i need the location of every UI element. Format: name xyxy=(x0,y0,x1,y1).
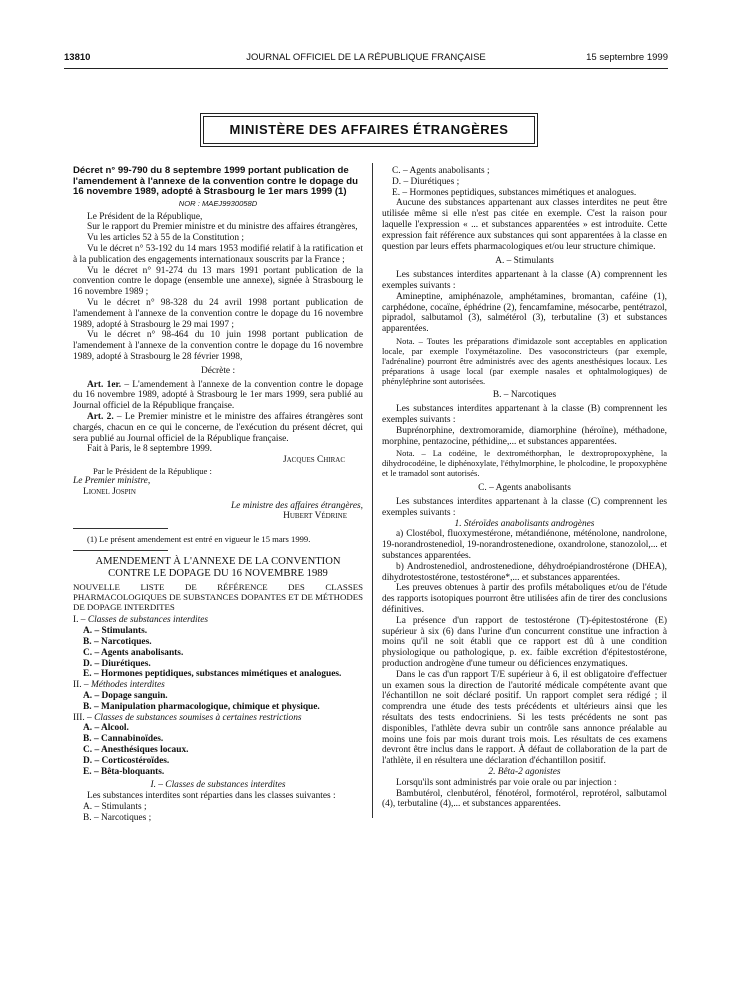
journal-title: JOURNAL OFFICIEL DE LA RÉPUBLIQUE FRANÇAISE xyxy=(246,52,486,63)
column-divider xyxy=(372,163,373,818)
section-1-item: C. – Agents anabolisants. xyxy=(83,647,184,658)
section-c-sub2: 2. Bêta-2 agonistes xyxy=(488,766,561,777)
signature-president: Jacques Chirac xyxy=(282,455,345,466)
article-2-text: – Le Premier ministre et le ministre des affaires étrangères sont chargés, chacun en ce qui le concerne, de l'exécution du présent décret, qui sera publié au Journal officiel de la République française. xyxy=(73,411,364,444)
article-2-label: Art. 2. xyxy=(87,411,114,422)
ministre-name: Hubert Védrine xyxy=(283,511,347,522)
nouvelle-liste-heading: NOUVELLE LISTE DE RÉFÉRENCE DES CLASSES PHARMACOLOGIQUES DE SUBSTANCES DOPANTES ET DE MÉTHODES DE DOPAGE INTERDITES xyxy=(73,582,363,612)
section-3-item: A. – Alcool. xyxy=(83,723,129,734)
section-c-examen: Dans le cas d'un rapport T/E supérieur à 6, il est obligatoire d'effectuer un examen sous la direction de l'autorité médicale compétente avant que l'échantillon ne soit déclaré positif. Un rapport complet sera rédigé ; il comprendra une étude des tests précédents et ultérieurs ainsi que les résultats des tests endocriniens. Si les tests précédents ne sont pas disponibles, l'athlète devra subir un contrôle sans annonce préalable au moins une fois par mois durant trois mois. Les résultats de ces examens devront être inclus dans le rapport. À défaut de collaboration de la part de l'athlète, il en résultera une déclaration d'échantillon positif. xyxy=(382,669,667,767)
article-1 xyxy=(73,380,363,412)
page-number: 13810 xyxy=(64,52,91,63)
article-1-text: – L'amendement à l'annexe de la convention contre le dopage du 16 novembre 1989, adopté à Strasbourg le 1er mars 1999, sera publié au Journal officiel de la République française. xyxy=(73,379,363,412)
class-item: D. – Diurétiques ; xyxy=(392,176,460,187)
page-header xyxy=(64,52,668,66)
section-c-voie: Lorsqu'ils sont administrés par voie orale ou par injection : xyxy=(396,777,617,788)
subsection-1-item: B. – Narcotiques ; xyxy=(83,812,152,823)
subsection-1-text: Les substances interdites sont réparties dans les classes suivantes : xyxy=(87,791,336,802)
section-2-item: B. – Manipulation pharmacologique, chimique et physique. xyxy=(83,701,320,712)
article-2 xyxy=(73,412,363,444)
nor-reference: NOR : MAEJ9930058D xyxy=(178,198,258,208)
section-1-item: B. – Narcotiques. xyxy=(83,637,152,648)
section-c-rapport: La présence d'un rapport de testostérone (T)-épitestostérone (E) supérieur à six (6) dans l'urine d'un concurrent constitue une infraction à moins qu'il ne soit établi que ce rapport est dû à une condition physiologique ou pathologique, p. ex. faible excrétion d'épitestostérone, production androgène d'une tumeur ou déficiences enzymatiques. xyxy=(382,615,667,669)
section-c-beta2-examples: Bambutérol, clenbutérol, fénotérol, formotérol, reprotérol, salbutamol (4), terbutaline (4),... et substances apparentées. xyxy=(382,788,667,810)
section-a-examples: Amineptine, amiphénazole, amphétamines, bromantan, caféine (1), carphédone, cocaïne, éphédrine (2), fencamfamine, mésocarbe, pentétrazol, pipradol, salbutamol (3), salmétérol (3), terbutaline (3) et substances apparentées. xyxy=(382,291,667,335)
section-b-title: B. – Narcotiques xyxy=(492,390,557,401)
ministry-title: MINISTÈRE DES AFFAIRES ÉTRANGÈRES xyxy=(229,122,509,137)
left-column xyxy=(73,166,363,824)
issue-date: 15 septembre 1999 xyxy=(586,52,668,63)
section-b-intro: Les substances interdites appartenant à la classe (B) comprennent les exemples suivants : xyxy=(382,404,667,426)
subsection-1-list xyxy=(73,802,363,824)
fait-a-paris: Fait à Paris, le 8 septembre 1999. xyxy=(87,444,212,455)
subsection-1-item: A. – Stimulants ; xyxy=(83,802,147,813)
paragraph-aucune: Aucune des substances appartenant aux classes interdites ne peut être utilisée même si elle n'est pas citée en exemple. C'est la raison pour laquelle l'expression « ... et substances apparentées » est introduite. Cette expression fait référence aux substances qui sont apparentées à la classe en question par leurs effets pharmacologiques et/ou leur structure chimique. xyxy=(382,198,667,252)
preamble-constitution: Vu les articles 52 à 55 de la Constitution ; xyxy=(87,233,244,244)
section-c-intro: Les substances interdites appartenant à la classe (C) comprennent les exemples suivants : xyxy=(382,496,667,518)
section-c-title: C. – Agents anabolisants xyxy=(478,483,571,494)
preamble-decret-1998-a: Vu le décret n° 98-328 du 24 avril 1998 portant publication de l'amendement à l'annexe de la convention contre le dopage du 16 novembre 1989, adopté à Strasbourg le 29 mai 1997 ; xyxy=(73,297,363,330)
section-c-a: a) Clostébol, fluoxymestérone, métandiénone, méténolone, nandrolone, 19-norandrostenediol, 19-norandrostenedione, oxandrolone, stanozolol,... et substances apparentées. xyxy=(382,529,667,561)
section-1-heading: I. – Classes de substances interdites xyxy=(73,615,209,626)
section-1-list xyxy=(73,626,363,680)
section-2-title: Méthodes interdites xyxy=(90,680,165,691)
amendment-separator xyxy=(73,550,168,551)
section-2-list xyxy=(73,691,363,713)
premier-ministre-name: Lionel Jospin xyxy=(83,486,136,497)
class-list-continued xyxy=(382,166,667,198)
section-2-item: A. – Dopage sanguin. xyxy=(83,691,168,702)
section-3-heading: III. – Classes de substances soumises à certaines restrictions xyxy=(73,712,302,723)
section-1-item: D. – Diurétiques. xyxy=(83,658,151,669)
amendment-title: AMENDEMENT À L'ANNEXE DE LA CONVENTION CONTRE LE DOPAGE DU 16 NOVEMBRE 1989 xyxy=(95,556,341,580)
section-3-item: E. – Bêta-bloquants. xyxy=(83,766,165,777)
premier-ministre-title: Le Premier ministre, xyxy=(73,475,151,486)
section-1-item: A. – Stimulants. xyxy=(83,626,148,637)
right-column xyxy=(382,166,667,810)
section-c-preuves: Les preuves obtenues à partir des profils métaboliques et/ou de l'étude des rapports isotopiques pourront être utilisées afin de tirer des conclusions définitives. xyxy=(382,583,667,615)
section-2-heading: II. – Méthodes interdites xyxy=(73,680,165,691)
section-3-list xyxy=(73,723,363,777)
section-c-sub1: 1. Stéroïdes anabolisants androgènes xyxy=(454,518,595,529)
ministre-title: Le ministre des affaires étrangères, xyxy=(230,500,363,511)
president-line: Le Président de la République, xyxy=(87,211,203,222)
preamble-rapport: Sur le rapport du Premier ministre et du ministre des affaires étrangères, xyxy=(87,222,358,233)
section-3-item: D. – Corticostéroïdes. xyxy=(83,755,170,766)
ministry-title-box xyxy=(203,116,535,144)
section-3-title: Classes de substances soumises à certaines restrictions xyxy=(94,712,302,723)
par-le-president: Par le Président de la République : xyxy=(93,465,212,476)
article-1-label: Art. 1er. xyxy=(87,379,122,390)
section-b-examples: Buprénorphine, dextromoramide, diamorphine (héroïne), méthadone, morphine, pentazocine, péthidine,... et substances apparentées. xyxy=(382,425,667,447)
section-3-item: B. – Cannabinoïdes. xyxy=(83,734,164,745)
preamble-decret-1953: Vu le décret n° 53-192 du 14 mars 1953 modifié relatif à la ratification et à la publication des engagements internationaux souscrits par la France ; xyxy=(73,243,363,265)
header-rule xyxy=(64,68,668,69)
section-1-item: E. – Hormones peptidiques, substances mimétiques et analogues. xyxy=(83,669,342,680)
section-3-item: C. – Anesthésiques locaux. xyxy=(83,745,189,756)
footnote-separator xyxy=(73,528,168,529)
preamble-decret-1998-b: Vu le décret n° 98-464 du 10 juin 1998 portant publication de l'amendement à l'annexe de la convention contre le dopage du 16 novembre 1989, adopté à Strasbourg le 28 février 1998, xyxy=(73,330,363,362)
section-a-title: A. – Stimulants xyxy=(495,256,554,267)
section-a-intro: Les substances interdites appartenant à la classe (A) comprennent les exemples suivants : xyxy=(382,270,667,291)
class-item: E. – Hormones peptidiques, substances mimétiques et analogues. xyxy=(392,187,637,198)
footnote: (1) Le présent amendement est entré en vigueur le 15 mars 1999. xyxy=(87,534,311,545)
subsection-1-title: I. – Classes de substances interdites xyxy=(150,780,286,791)
section-1-title: Classes de substances interdites xyxy=(87,615,209,626)
preamble-decret-1991: Vu le décret n° 91-274 du 13 mars 1991 portant publication de la convention contre le dopage (ensemble une annexe), signée à Strasbourg le 16 novembre 1989 ; xyxy=(73,265,363,298)
class-item: C. – Agents anabolisants ; xyxy=(392,166,490,176)
section-a-nota: Nota. – Toutes les préparations d'imidazole sont acceptables en application locale, par exemple l'oxymétazoline. Des vasoconstricteurs (par exemple, l'adrénaline) pourront être administrés avec des agents anesthésiques locaux. Les préparations à usage local (par exemple nasales et ophtalmologiques) de phényléphrine sont autorisées. xyxy=(382,335,667,386)
section-c-b: b) Androstenediol, androstenedione, déhydroépiandrostérone (DHEA), dihydrotestostérone, testostérone*,... et substances apparentées. xyxy=(382,561,667,583)
decree-title: Décret n° 99-790 du 8 septembre 1999 portant publication de l'amendement à l'annexe de la convention contre le dopage du 16 novembre 1989, adopté à Strasbourg le 1er mars 1999 (1) xyxy=(73,165,358,198)
section-b-nota: Nota. – La codéine, le dextrométhorphan, le dextropropoxyphène, la dihydrocodéine, le diphénoxylate, l'éthylmorphine, le pholcodine, le propoxyphène et le tramadol sont autorisés. xyxy=(382,448,667,479)
decrete-line: Décrète : xyxy=(200,365,236,376)
